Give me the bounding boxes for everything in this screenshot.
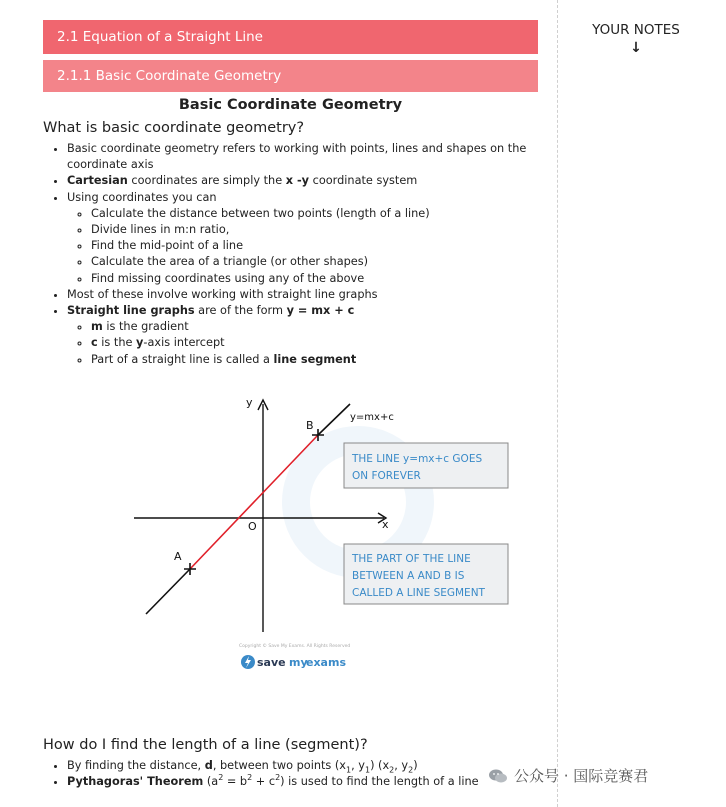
point-a-label: A (174, 550, 182, 563)
subtopic-banner: 2.1.1 Basic Coordinate Geometry (43, 60, 538, 92)
question-heading-2: How do I find the length of a line (segment)? (43, 737, 368, 753)
notes-divider (557, 0, 558, 807)
list-item: • By finding the distance, d, between two points ($x_1$, $y_1$) ($x_2$, $y_2$) (67, 758, 535, 774)
logo-text-my: my (289, 656, 308, 669)
origin-label: O (248, 520, 257, 533)
section-title: Basic Coordinate Geometry (178, 97, 403, 113)
callout-segment-text: BETWEEN A AND B IS (352, 570, 465, 582)
callout-line-text: ON FOREVER (352, 470, 421, 482)
list-item: ◦ Find the mid-point of a line (91, 238, 535, 254)
wechat-icon (488, 768, 508, 784)
bullet-list-2 (55, 758, 535, 790)
list-item: • Using coordinates you can ◦ Calculate the distance between two points (length of a line) ◦ Divide lines in m:n ratio, ◦ Find the mid-point of a line ◦ Calculate the area of a triangle (or other shapes) ◦ Find missing coordinates using any of the above (67, 190, 535, 287)
y-axis-label: y (246, 396, 253, 409)
wechat-watermark (488, 765, 648, 786)
list-item: ◦ m is the gradient (91, 319, 535, 335)
callout-segment-text: CALLED A LINE SEGMENT (352, 587, 485, 599)
list-item: ◦ Part of a straight line is called a line segment (91, 352, 535, 368)
list-item: ◦ Divide lines in m:n ratio, (91, 222, 535, 238)
x-axis-label: x (382, 518, 389, 531)
list-item: • Straight line graphs are of the form y = mx + c ◦ m is the gradient ◦ c is the y-axis intercept ◦ Part of a straight line is called a line segment (67, 303, 535, 368)
list-item: ◦ c is the y-axis intercept (91, 335, 535, 351)
logo-text-exams: exams (306, 656, 346, 669)
down-arrow-icon: ↓ (630, 40, 642, 56)
callout-line-text: THE LINE y=mx+c GOES (352, 453, 483, 465)
list-item: • Cartesian coordinates are simply the x -y coordinate system (67, 173, 535, 189)
watermark-text: 公众号 · 国际竞赛君 (514, 767, 649, 785)
list-item: ◦ Calculate the distance between two points (length of a line) (91, 206, 535, 222)
list-item: ◦ Find missing coordinates using any of the above (91, 271, 535, 287)
line-segment-diagram (128, 392, 520, 682)
line-equation-label: y=mx+c (350, 412, 394, 423)
copyright-text: Copyright © Save My Exams. All Rights Reserved (239, 644, 351, 649)
save-my-exams-logo (241, 655, 346, 669)
logo-text-save: save (257, 656, 286, 669)
your-notes-label: YOUR NOTES (592, 22, 680, 38)
point-b-label: B (306, 419, 314, 432)
list-item: • Basic coordinate geometry refers to working with points, lines and shapes on the coordinate axis (67, 141, 535, 173)
line-extension-lower (146, 569, 190, 614)
list-item: ◦ Calculate the area of a triangle (or other shapes) (91, 254, 535, 270)
list-item: • Most of these involve working with straight line graphs (67, 287, 535, 303)
diagram-svg (128, 392, 520, 682)
question-heading-1: What is basic coordinate geometry? (43, 120, 305, 136)
callout-segment-text: THE PART OF THE LINE (352, 553, 471, 565)
list-item: • Pythagoras' Theorem $(a^2 = b^2 + c^2)$ is used to find the length of a line (67, 774, 535, 790)
bullet-list-1 (55, 141, 535, 368)
topic-banner: 2.1 Equation of a Straight Line (43, 20, 538, 54)
